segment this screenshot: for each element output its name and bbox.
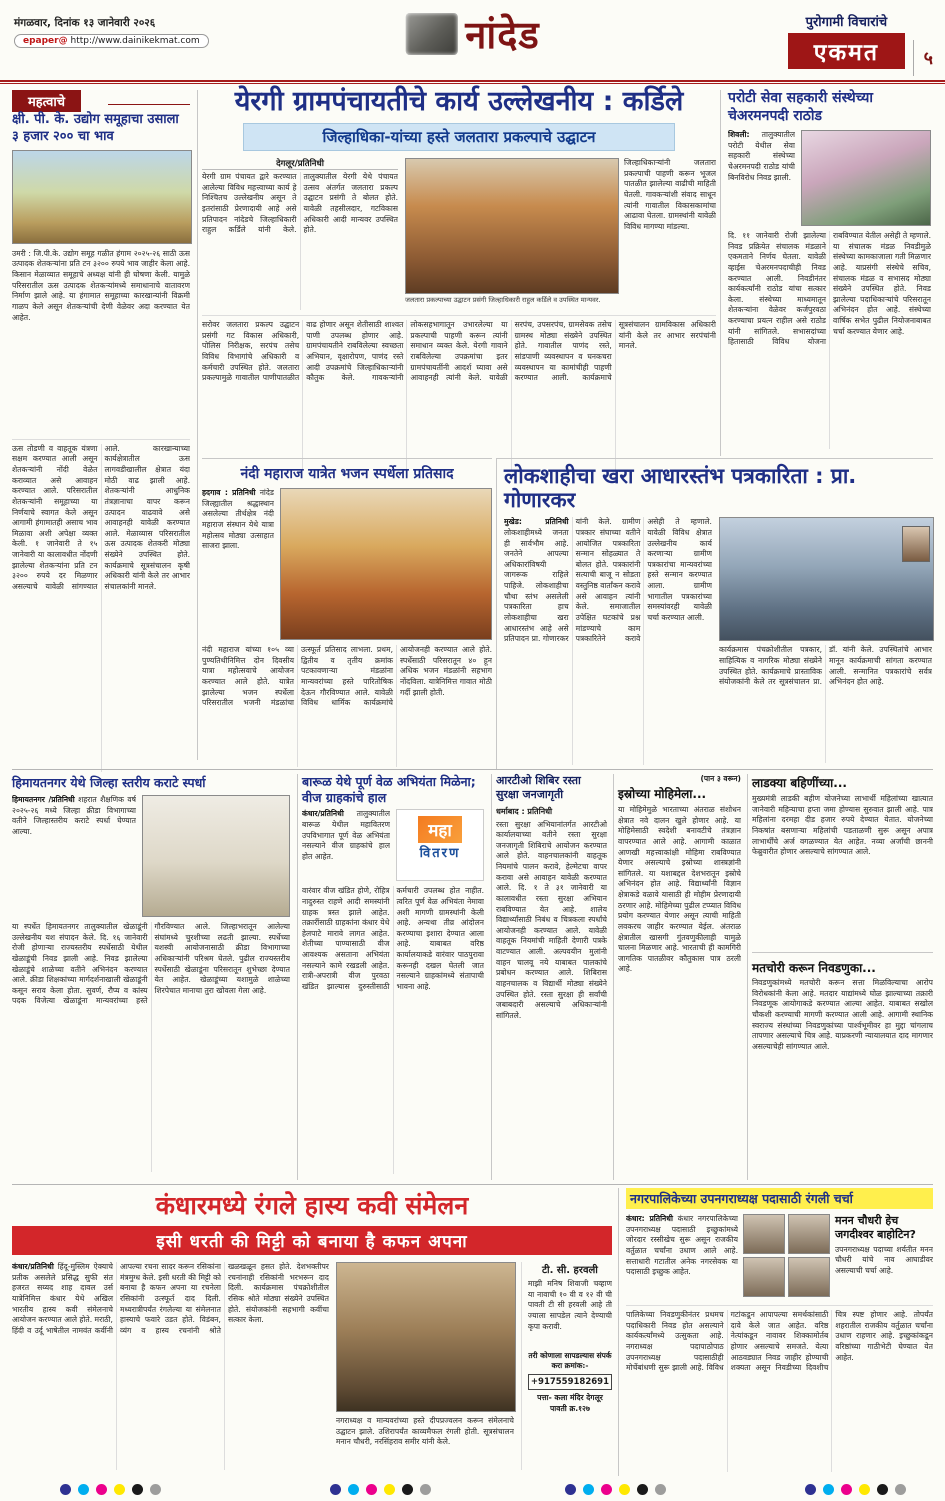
hasya-dateline: कंधार/प्रतिनिधी	[12, 1262, 54, 1271]
brand-block	[788, 12, 905, 69]
lead-photo-block	[405, 158, 617, 310]
hasya-body	[12, 1262, 329, 1470]
rto-dateline: धर्माबाद : प्रतिनिधी	[496, 806, 553, 816]
lokshahi-photo-col	[719, 517, 932, 765]
candidate-photo-3	[743, 1257, 785, 1297]
karate-players-photo	[142, 795, 290, 917]
color-dot-icon	[637, 1484, 648, 1495]
nagar-body-bottom: पालिकेच्या निवडणुकीनंतर प्रथमच पदाधिकारी निवड होत असल्याने कार्यकर्त्यांमध्ये उत्सुकता आहे. नगराध्यक्ष पदापाठोपाठ उपनगराध्यक्ष पदासाठीही मोर्चेबांधणी सुरू झाली आहे. विविध गटांकडून आपापल्या समर्थकांसाठी दावे केले जात आहेत. वरिष्ठ नेत्यांकडून नावावर शिक्कामोर्तब होणार असल्याचे समजते. येत्या आठवड्यात निवड जाहीर होण्याची शक्यता असून निवडीच्या दिवशीच चित्र स्पष्ट होणार आहे. तोपर्यंत शहरातील राजकीय वर्तुळात चर्चांना उधाण राहणार आहे. इच्छुकांकडून वरिष्ठांच्या गाठीभेटी घेण्यात येत आहेत.	[626, 1305, 933, 1472]
color-dot-icon	[805, 1484, 816, 1495]
brand-name: एकमत	[788, 33, 905, 69]
lead-body: सरोवर जलतारा प्रकल्प उद्घाटन प्रसंगी गट विकास अधिकारी, पोलिस निरीक्षक, सरपंच तसेच विविध विभागांचे अधिकारी व कर्मचारी उपस्थित होते. जलतारा प्रकल्पामुळे गावातील पाणीपातळीत वाढ होणार असून शेतीसाठी शाश्वत पाणी उपलब्ध होणार आहे. ग्रामपंचायतीने राबविलेल्या स्वच्छता अभियान, वृक्षारोपण, पाणंद रस्ते आदी उपक्रमांचे जिल्हाधिकाऱ्यांनी कौतुक केले. गावकऱ्यांनी लोकसहभागातून उभारलेल्या या प्रकल्पाची पाहणी करून त्यांनी समाधान व्यक्त केले. येरगी गावाने राबविलेल्या उपक्रमांचा इतर ग्रामपंचायतींनी आदर्श घ्यावा असे आवाहनही त्यांनी केले. यावेळी सरपंच, उपसरपंच, ग्रामसेवक तसेच ग्रामस्थ मोठ्या संख्येने उपस्थित होते. गावातील पाणंद रस्ते, सांडपाणी व्यवस्थापन व घनकचरा व्यवस्थापन या कामांचीही पाहणी करण्यात आली. कार्यक्रमाचे सूत्रसंचालन ग्रामविकास अधिकारी यांनी केले तर आभार सरपंचांनी मानले.	[202, 315, 716, 470]
continued-from-note: (पान ३ वरून)	[700, 774, 741, 783]
color-dot-icon	[655, 1484, 666, 1495]
brand-tagline: पुरोगामी विचारांचे	[805, 15, 888, 30]
nagar-side-body: उपनगराध्यक्ष पदाच्या शर्यतीत मनन चौधरी यांचे नाव आघाडीवर असल्याची चर्चा आहे.	[835, 1244, 933, 1275]
tc-phone[interactable]: +917559182691	[528, 1374, 612, 1390]
article-isro	[618, 774, 748, 1180]
inauguration-event-photo	[405, 158, 619, 294]
kavi-sammelan-photo	[336, 1262, 516, 1412]
important-headline: क्षी. पी. के. उद्योग समूहाचा उसाला ३ हजार २०० चा भाव	[12, 112, 179, 144]
color-dot-icon	[384, 1484, 395, 1495]
color-dot-icon	[114, 1484, 125, 1495]
color-dot-icon	[619, 1484, 630, 1495]
felicitation-group-photo	[801, 130, 931, 226]
color-dot-icon	[132, 1484, 143, 1495]
nagar-dateline: कंधार: प्रतिनिधी	[626, 1214, 673, 1223]
masthead-title: नांदेड	[465, 13, 540, 57]
lokshahi-body-right: कार्यक्रमास पंचक्रोशीतील पत्रकार, साहित्यिक व नागरिक मोठ्या संख्येने उपस्थित होते. कार्यक्रमाचे प्रास्ताविक संयोजकांनी केले तर सूत्रसंचालन प्रा. डॉ. यांनी केले. उपस्थितांचे आभार मानून कार्यक्रमाची सांगता करण्यात आली. सन्मानित पत्रकारांचे सर्वत्र अभिनंदन होत आहे.	[719, 645, 932, 687]
candidate-photos	[743, 1214, 830, 1300]
lokshahi-headline: लोकशाहीचा खरा आधारस्तंभ पत्रकारिता : प्रा. गोणारकर	[504, 464, 857, 513]
ladkya-headline: लाडक्या बहिणींच्या...	[752, 776, 847, 790]
edition-date: मंगळवार, दिनांक १३ जानेवारी २०२६	[14, 17, 156, 29]
parotil-headline: परोटी सेवा सहकारी संस्थेच्या चेअरमनपदी राठोड	[728, 90, 873, 124]
nandi-left-col	[202, 488, 274, 638]
color-dot-icon	[841, 1484, 852, 1495]
karate-dateline: हिमायतनगर /प्रतिनिधी	[12, 795, 75, 804]
hasya-body-below: नगराध्यक्ष व मान्यवरांच्या हस्ते दीपप्रज्वलन करून संमेलनाचे उद्घाटन झाले. उशिरापर्यंत काव्यमैफल रंगली होती. सूत्रसंचालन मनान चौधरी, नरसिंहराव समीर यांनी केले.	[335, 1416, 514, 1447]
barul-body: वारंवार वीज खंडित होणे, रोहित्र नादुरुस्त राहणे आदी समस्यांनी ग्राहक त्रस्त झाले आहेत. तक्रारींसाठी ग्राहकांना कंधार येथे हेलपाटे मारावे लागत आहेत. शेतीच्या पाण्यासाठी वीज आवश्यक असताना अभियंता नसल्याने कामे रखडली आहेत. रात्री-अपरात्री वीज पुरवठा खंडित झाल्यास दुरुस्तीसाठी कर्मचारी उपलब्ध होत नाहीत. त्वरित पूर्ण वेळ अभियंता नेमावा अशी मागणी ग्रामस्थांनी केली आहे. अन्यथा तीव्र आंदोलन करण्याचा इशारा देण्यात आला आहे. याबाबत वरिष्ठ कार्यालयाकडे वारंवार पाठपुरावा करूनही दखल घेतली जात नसल्याने ग्राहकांमध्ये संतापाची भावना आहे.	[302, 886, 484, 991]
ladkya-body: मुख्यमंत्री लाडकी बहीण योजनेच्या लाभार्थी महिलांच्या खात्यात जानेवारी महिन्याचा हप्ता जमा होण्यास सुरुवात झाली आहे. पात्र महिलांना दरमहा दीड हजार रुपये देण्यात येतात. योजनेच्या निकषांत बसणाऱ्या महिलांची पडताळणी सुरू असून अपात्र लाभार्थींचे अर्ज वगळण्यात येत आहेत. नव्या अर्जांची छाननी फेब्रुवारीत होणार असल्याचे सांगण्यात आले.	[752, 794, 933, 857]
article-ladkya	[752, 774, 933, 1180]
masthead-logo-icon	[405, 13, 457, 55]
important-body-top: उमरी : जि.पी.के. उद्योग समूह गळीत हंगाम २०२५-२६ साठी ऊस उत्पादक शेतकऱ्यांना प्रति टन ३२०० रुपये भाव जाहीर केला आहे. किसान मेळाव्यात समूहाचे अध्यक्ष यांनी ही घोषणा केली. यामुळे परिसरातील ऊस उत्पादक शेतकऱ्यांमध्ये समाधानाचे वातावरण निर्माण झाले आहे. या हंगामात समूहाच्या कारखान्यांनी विक्रमी गाळप केले असून शेतकऱ्यांची देणी वेळेवर अदा करण्यात येत आहेत.	[12, 248, 190, 322]
color-dot-icon	[150, 1484, 161, 1495]
registration-marks-1	[60, 1484, 161, 1495]
epaper-label: epaper@	[23, 36, 68, 46]
header-rule	[0, 80, 945, 84]
karate-left-col	[12, 795, 136, 915]
color-dot-icon	[895, 1484, 906, 1495]
band-rule-2	[12, 1184, 933, 1185]
color-dot-icon	[348, 1484, 359, 1495]
nagar-left-col	[626, 1214, 738, 1298]
tc-address: पत्ता- कला मंदिर देगलूर	[537, 1393, 603, 1402]
lead-left-col	[202, 158, 398, 310]
parotil-dateline: शिवली:	[728, 130, 750, 139]
registration-marks-2	[330, 1484, 431, 1495]
tc-body: माझी मनिष शिवाजी चव्हाण या नावाची १० वी व १२ वी ची पावती टी सी हरवली आहे ती ज्याला सापडेल त्याने देण्याची कृपा करावी.	[527, 1279, 612, 1331]
lead-intro: येरगी ग्राम पंचायत द्वारे करण्यात आलेल्या विविध महत्त्वाच्या कार्य हे निश्चितच उल्लेखनीय असून ते इतरांसाठी प्रेरणादायी आहे असे प्रतिपादन नांदेडचे जिल्हाधिकारी राहुल कर्डिले यांनी केले. तालुक्यातील येरगी येथे पंचायत उत्सव अंतर्गत जलतारा प्रकल्प उद्घाटन प्रसंगी ते बोलत होते. यावेळी तहसीलदार, गटविकास अधिकारी आदी मान्यवर उपस्थित होते.	[202, 172, 398, 235]
lead-photo-caption: जलतारा प्रकल्पाच्या उद्घाटन प्रसंगी जिल्हाधिकारी राहुल कर्डिले व उपस्थित मान्यवर.	[405, 296, 601, 305]
hasya-banner: इसी धरती की मिट्टी को बनाया है कफन अपना	[12, 1226, 612, 1255]
rto-body: रस्ता सुरक्षा अभियानांतर्गत आरटीओ कार्यालयाच्या वतीने रस्ता सुरक्षा जनजागृती शिबिराचे आयोजन करण्यात आले होते. वाहनचालकांनी वाहतूक नियमांचे पालन करावे, हेल्मेटचा वापर करावा असे आवाहन यावेळी करण्यात आले. दि. १ ते ३१ जानेवारी या कालावधीत रस्ता सुरक्षा अभियान राबविण्यात येत आहे. शालेय विद्यार्थ्यांसाठी निबंध व चित्रकला स्पर्धांचे आयोजनही करण्यात आले. यावेळी वाहतूक नियमांची माहिती देणारी पत्रके वाटण्यात आली. अल्पवयीन मुलांनी वाहन चालवू नये याबाबत पालकांचे प्रबोधन करण्यात आले. शिबिरास वाहनचालक व विद्यार्थी मोठ्या संख्येने उपस्थित होते. रस्ता सुरक्षा ही सर्वांची जबाबदारी असल्याचे अधिकाऱ्यांनी सांगितले.	[496, 819, 607, 1020]
epaper-link[interactable]	[14, 34, 209, 48]
sugarcane-factory-photo	[12, 150, 192, 244]
mahavitaran-logo-bottom: वितरण	[419, 846, 461, 862]
nandi-dateline: हदगाव : प्रतिनिधी	[202, 488, 256, 497]
lokshahi-body-text: लोकशाहीमध्ये जनता ही सार्वभौम आहे. जनतेने आपल्या अधिकारांविषयी जागरूक राहिले पाहिजे. लोकशाहीचा चौथा स्तंभ असलेली पत्रकारिता हाच लोकशाहीचा खरा आधारस्तंभ आहे असे प्रतिपादन प्रा. गोणारकर यांनी केले. ग्रामीण पत्रकार संघाच्या वतीने आयोजित पत्रकारिता सन्मान सोहळ्यात ते बोलत होते. पत्रकारांनी सत्याची बाजू न सोडता वस्तुनिष्ठ वार्तांकन करावे असे आवाहन त्यांनी केले. समाजातील उपेक्षित घटकांचे प्रश्न मांडण्याचे काम पत्रकारितेने करावे असेही ते म्हणाले. यावेळी विविध क्षेत्रात उल्लेखनीय कार्य करणाऱ्या ग्रामीण पत्रकारांचा मान्यवरांच्या हस्ते सन्मान करण्यात आला. ग्रामीण भागातील पत्रकारांच्या समस्यांवरही यावेळी चर्चा करण्यात आली.	[504, 517, 712, 644]
candidate-photo-1	[743, 1214, 785, 1254]
color-dot-icon	[601, 1484, 612, 1495]
color-dot-icon	[823, 1484, 834, 1495]
karate-headline: हिमायतनगर येथे जिल्हा स्तरीय कराटे स्पर्धा	[12, 775, 206, 790]
nandi-body: नंदी महाराज यांच्या १०५ व्या पुण्यतिथीनिमित्त दोन दिवसीय यात्रा महोत्सवाचे आयोजन करण्यात आले होते. यात्रेत झालेल्या भजन स्पर्धेला परिसरातील भजनी मंडळांचा उत्स्फूर्त प्रतिसाद लाभला. प्रथम, द्वितीय व तृतीय क्रमांक पटकावणाऱ्या मंडळांना मान्यवरांच्या हस्ते पारितोषिक देऊन गौरविण्यात आले. यावेळी विविध धार्मिक कार्यक्रमांचे आयोजनही करण्यात आले होते. स्पर्धेसाठी परिसरातून ४० हून अधिक भजन मंडळांनी सहभाग नोंदविला. यात्रेनिमित्त गावात मोठी गर्दी झाली होती.	[202, 645, 492, 708]
color-dot-icon	[366, 1484, 377, 1495]
barul-left-col	[302, 809, 390, 879]
nagar-side-headline: मनन चौधरी हेच जगदीश्वर बाहोटिन?	[835, 1214, 916, 1242]
color-dot-icon	[859, 1484, 870, 1495]
article-parotil	[720, 90, 931, 456]
isro-headline: इस्रोच्या मोहिमेला...	[618, 787, 707, 801]
matchori-headline: मतचोरी करून निवडणुका...	[752, 952, 933, 976]
bhajan-yatra-photo	[280, 488, 492, 640]
isro-body: या मोहिमेमुळे भारताच्या अंतराळ संशोधन क्षेत्रात नवे दालन खुले होणार आहे. या मोहिमेसाठी स्वदेशी बनावटीचे तंत्रज्ञान वापरण्यात आले आहे. आगामी काळात आणखी महत्त्वाकांक्षी मोहिमा राबविण्यात येणार असल्याचे इस्रोच्या शास्त्रज्ञांनी सांगितले. या यशाबद्दल देशभरातून इस्रोचे अभिनंदन होत आहे. विद्यार्थ्यांनी विज्ञान क्षेत्राकडे वळावे यासाठी ही मोहीम प्रेरणादायी ठरणार आहे. मोहिमेच्या पुढील टप्प्यात विविध प्रयोग करण्यात येणार असून त्याची माहिती लवकरच जाहीर करण्यात येईल. अंतराळ क्षेत्रातील खासगी गुंतवणुकीलाही यामुळे चालना मिळणार आहे. भारताची ही कामगिरी जागतिक पातळीवर कौतुकास पात्र ठरली आहे.	[618, 805, 741, 974]
classified-tc-harawali	[521, 1262, 612, 1470]
color-dot-icon	[565, 1484, 576, 1495]
article-nagarpalika	[618, 1188, 933, 1476]
hasya-headline: कंधारमध्ये रंगले हास्य कवी संमेलन	[155, 1191, 469, 1220]
nagar-side-col	[835, 1214, 933, 1300]
color-dot-icon	[330, 1484, 341, 1495]
lokshahi-body	[504, 517, 712, 765]
tc-headline: टी. सी. हरवली	[542, 1265, 598, 1276]
rto-headline: आरटीओ शिबिर रस्ता सुरक्षा जनजागृती	[496, 774, 581, 802]
registration-marks-3	[565, 1484, 666, 1495]
parotil-left-col	[728, 130, 795, 224]
page-number: ५	[913, 40, 937, 76]
color-dot-icon	[583, 1484, 594, 1495]
hasya-photo-col	[336, 1262, 514, 1470]
section-rule	[108, 104, 190, 105]
article-nandi	[202, 458, 492, 770]
article-important	[12, 90, 198, 760]
hasya-body-text: हिंदू-मुस्लिम ऐक्याचे प्रतीक असलेले प्रसिद्ध सुफी संत हजरत सय्यद शाह दावल उर्स यात्रेनिमित्त कंधार येथे अखिल भारतीय हास्य कवी संमेलनाचे आयोजन करण्यात आले होते. मराठी, हिंदी व उर्दू भाषेतील नामवंत कवींनी आपल्या रचना सादर करून रसिकांना मंत्रमुग्ध केले. इसी धरती की मिट्टी को बनाया है कफन अपना या रचनेला रसिकांनी उत्स्फूर्त दाद दिली. मध्यरात्रीपर्यंत रंगलेल्या या संमेलनात हास्याचे फवारे उडत होते. विडंबन, व्यंग व हास्य रचनांनी श्रोते खळखळून हसत होते. देशभक्तीपर रचनांनाही रसिकांनी भरभरून दाद दिली. कार्यक्रमास पंचक्रोशीतील रसिक श्रोते मोठ्या संख्येने उपस्थित होते. संयोजकांनी सहभागी कवींचा सत्कार केला.	[12, 1262, 329, 1335]
barul-body-left: तालुक्यातील बारूळ येथील महावितरण उपविभागात पूर्ण वेळ अभियंता नसल्याने वीज ग्राहकांचे हाल होत आहेत.	[302, 809, 390, 861]
mahavitaran-logo	[396, 809, 484, 881]
lead-right-col: जिल्हाधिकाऱ्यांनी जलतारा प्रकल्पाची पाहणी करून भूजल पातळीत झालेल्या वाढीची माहिती घेतली. गावकऱ्यांशी संवाद साधून त्यांनी गावातील विकासकामांचा आढावा घेतला. ग्रामस्थांनी यावेळी विविध मागण्या मांडल्या.	[624, 158, 716, 231]
nagar-headline: नगरपालिकेच्या उपनगराध्यक्ष पदासाठी रंगली चर्चा	[626, 1188, 933, 1209]
color-dot-icon	[877, 1484, 888, 1495]
lead-headline: येरगी ग्रामपंचायतीचे कार्य उल्लेखनीय : कर्डिले	[234, 86, 684, 117]
candidate-photo-2	[788, 1214, 830, 1254]
nandi-body-left: नांदेड जिल्ह्यातील श्रद्धास्थान असलेल्या तीर्थक्षेत्र नंदी महाराज संस्थान येथे यात्रा महोत्सव मोठ्या उत्साहात साजरा झाला.	[202, 488, 274, 551]
candidate-photo-4	[788, 1257, 830, 1297]
parotil-body: दि. ११ जानेवारी रोजी झालेल्या निवड प्रक्रियेत संचालक मंडळाने एकमताने निर्णय घेतला. यावेळी व्हाईस चेअरमनपदाचीही निवड करण्यात आली. निवडीनंतर कार्यकर्त्यांनी राठोड यांचा सत्कार केला. संस्थेच्या माध्यमातून शेतकऱ्यांना वेळेवर कर्जपुरवठा करण्याचा प्रयत्न राहील असे राठोड यांनी सांगितले. सभासदांच्या हितासाठी विविध योजना राबविण्यात येतील असेही ते म्हणाले. या संचालक मंडळ निवडीमुळे संस्थेच्या कामकाजाला गती मिळणार आहे. याप्रसंगी संस्थेचे सचिव, संचालक मंडळ व सभासद मोठ्या संख्येने उपस्थित होते. निवड झालेल्या पदाधिकाऱ्यांचे परिसरातून अभिनंदन होत आहे. संस्थेच्या वार्षिक सभेत पुढील नियोजनाबाबत चर्चा करण्यात येणार आहे.	[728, 231, 931, 347]
mahavitaran-logo-top: महा	[418, 816, 462, 843]
color-dot-icon	[420, 1484, 431, 1495]
registration-marks-4	[805, 1484, 906, 1495]
barul-headline: बारूळ येथे पूर्ण वेळ अभियंता मिळेना; वीज ग्राहकांचे हाल	[302, 774, 476, 805]
article-lokshahi	[496, 458, 933, 770]
color-dot-icon	[402, 1484, 413, 1495]
band-rule	[12, 769, 933, 770]
tc-note: तरी कोणाला सापडल्यास संपर्क करा क्रमांक:-	[528, 1351, 612, 1370]
nandi-headline: नंदी महाराज यात्रेत भजन स्पर्धेला प्रतिसाद	[240, 466, 454, 482]
article-rto	[496, 774, 614, 1180]
article-lead	[202, 86, 716, 454]
article-hasya	[12, 1188, 612, 1476]
parotil-body-left: तालुक्यातील परोटी येथील सेवा सहकारी संस्थेच्या चेअरमनपदी राठोड यांची बिनविरोध निवड झाली.	[728, 130, 795, 182]
karate-body-left: शहरात शैक्षणिक वर्ष २०२५-२६ मध्ये जिल्हा क्रीडा विभागाच्या वतीने जिल्हास्तरीय कराटे स्पर्धा घेण्यात आल्या.	[12, 795, 136, 836]
epaper-url[interactable]: http://www.dainikekmat.com	[70, 36, 200, 46]
article-karate	[12, 774, 298, 1180]
lead-subhead: जिल्हाधिका-यांच्या हस्ते जलतारा प्रकल्पाचे उद्घाटन	[243, 123, 675, 151]
color-dot-icon	[78, 1484, 89, 1495]
speaker-portrait-photo	[902, 526, 930, 562]
karate-body: या स्पर्धेत हिमायतनगर तालुक्यातील खेळाडूंनी उल्लेखनीय यश संपादन केले. दि. १६ जानेवारी रोजी होणाऱ्या राज्यस्तरीय स्पर्धेसाठी येथील खेळाडूंची निवड झाली आहे. निवड झालेल्या खेळाडूंचे शाळेच्या वतीने अभिनंदन करण्यात आले. क्रीडा शिक्षकांच्या मार्गदर्शनाखाली खेळाडूंनी कसून सराव केला होता. सुवर्ण, रौप्य व कांस्य पदक विजेत्या खेळाडूंना मान्यवरांच्या हस्ते गौरविण्यात आले. जिल्हाभरातून आलेल्या संघांमध्ये चुरशीच्या लढती झाल्या. स्पर्धेच्या यशस्वी आयोजनासाठी क्रीडा विभागाच्या अधिकाऱ्यांनी परिश्रम घेतले. पुढील राज्यस्तरीय स्पर्धेसाठी खेळाडूंना परिसरातून शुभेच्छा देण्यात येत आहेत. खेळाडूंच्या यशामुळे शाळेच्या शिरपेचात मानाचा तुरा खोवला गेला आहे.	[12, 922, 290, 1006]
press-event-stage-photo	[719, 517, 934, 641]
lead-dateline: देगलूर/प्रतिनिधी	[202, 158, 398, 170]
color-dot-icon	[60, 1484, 71, 1495]
important-body-more: ऊस तोडणी व वाहतूक यंत्रणा सक्षम करण्यात आली असून शेतकऱ्यांनी नोंदी वेळेत कराव्यात असे आवाहन करण्यात आले. परिसरातील शेतकऱ्यांनी समूहाच्या या निर्णयाचे स्वागत केले असून आगामी हंगामातही असाच भाव मिळावा अशी अपेक्षा व्यक्त केली. १ जानेवारी ते १५ जानेवारी या कालावधीत नोंदणी झालेल्या शेतकऱ्यांना प्रति टन ३२०० रुपये दर मिळणार असल्याचे यावेळी सांगण्यात आले. कारखान्याच्या कार्यक्षेत्रातील ऊस लागवडीखालील क्षेत्रात यंदा मोठी वाढ झाली आहे. शेतकऱ्यांनी आधुनिक तंत्रज्ञानाचा वापर करून उत्पादन वाढवावे असे आवाहनही यावेळी करण्यात आले. मेळाव्यास परिसरातील ऊस उत्पादक शेतकरी मोठ्या संख्येने उपस्थित होते. कार्यक्रमाचे सूत्रसंचालन कृषी अधिकारी यांनी केले तर आभार संचालकांनी मानले.	[12, 439, 190, 772]
masthead	[405, 8, 539, 60]
barul-dateline: कंधार/प्रतिनिधी	[302, 809, 344, 819]
matchori-body: निवडणुकांमध्ये मतचोरी करून सत्ता मिळविल्याचा आरोप विरोधकांनी केला आहे. मतदार याद्यांमध्ये घोळ झाल्याच्या तक्रारी निवडणूक आयोगाकडे करण्यात आल्या आहेत. याबाबत सखोल चौकशी करण्याची मागणी करण्यात आली आहे. आगामी स्थानिक स्वराज्य संस्थांच्या निवडणुकांच्या पार्श्वभूमीवर हा मुद्दा चांगलाच तापणार असल्याचे चित्र आहे. याप्रकरणी न्यायालयात दाद मागणार असल्याचेही सांगण्यात आले.	[752, 978, 933, 1051]
lokshahi-dateline: मुखेड: प्रतिनिधी	[504, 517, 569, 527]
color-dot-icon	[96, 1484, 107, 1495]
section-tab: महत्वाचे	[12, 90, 81, 112]
nagar-body-text: कंधार नगरपालिकेच्या उपनगराध्यक्ष पदासाठी इच्छुकांमध्ये जोरदार रस्सीखेच सुरू असून राजकीय वर्तुळात चर्चांना उधाण आले आहे. सत्ताधारी गटातील अनेक नगरसेवक या पदासाठी इच्छुक आहेत.	[626, 1214, 738, 1277]
article-barul	[302, 774, 492, 1180]
tc-receipt: पावती क्र.१२७	[549, 1403, 590, 1413]
